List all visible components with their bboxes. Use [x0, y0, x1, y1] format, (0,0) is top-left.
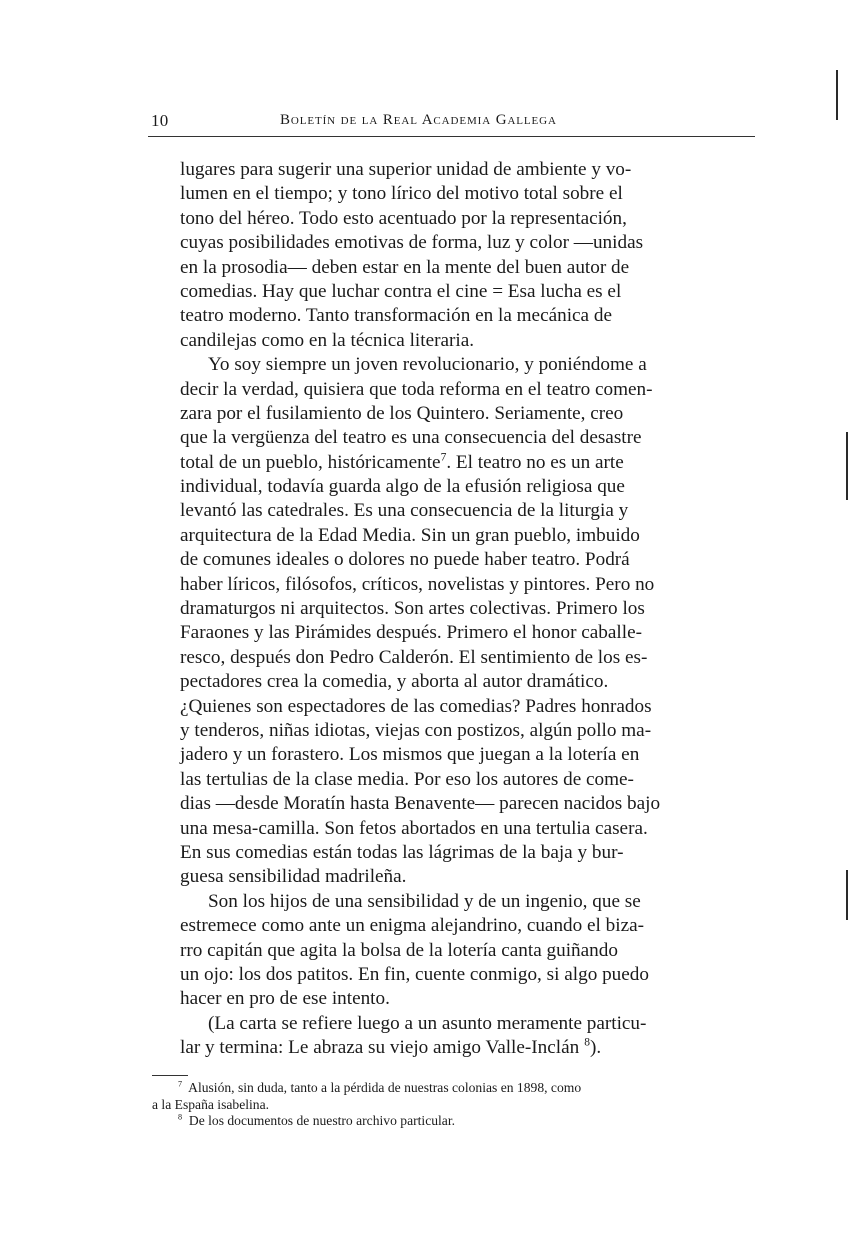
text-line: cuyas posibilidades emotivas de forma, luz y color —unidas: [180, 232, 644, 254]
text-line: (La carta se refiere luego a un asunto meramente particu-: [208, 1012, 647, 1034]
body-text: [180, 158, 756, 1060]
page-header: [148, 104, 755, 137]
text-line: pectadores crea la comedia, y aborta al autor dramático.: [180, 671, 609, 693]
text-line: guesa sensibilidad madrileña.: [180, 866, 407, 888]
footnote-8: [152, 1113, 756, 1130]
text-line: haber líricos, filósofos, críticos, novelistas y pintores. Pero no: [180, 573, 655, 595]
footnotes: [152, 1080, 756, 1130]
text-line: levantó las catedrales. Es una consecuencia de la liturgia y: [180, 500, 629, 522]
text-line: estremece como ante un enigma alejandrino, cuando el biza-: [180, 915, 645, 937]
footnote-text: De los documentos de nuestro archivo particular.: [188, 1113, 456, 1128]
scan-edge-mark-top: [836, 70, 838, 120]
page-number: 10: [151, 111, 169, 130]
text-line: candilejas como en la técnica literaria.: [180, 329, 475, 351]
text-line: individual, todavía guarda algo de la efusión religiosa que: [180, 476, 625, 498]
footnote-divider: [152, 1075, 188, 1076]
text-line: rro capitán que agita la bolsa de la lotería canta guiñando: [180, 939, 618, 961]
scan-edge-mark-lower: [846, 870, 848, 920]
text-line: que la vergüenza del teatro es una consecuencia del desastre: [180, 427, 642, 449]
text-line: [180, 1036, 756, 1060]
text-line: dramaturgos ni arquitectos. Son artes colectivas. Primero los: [180, 598, 645, 620]
text-line: dias —desde Moratín hasta Benavente— parecen nacidos bajo: [180, 793, 661, 815]
text-segment: . El teatro no es un arte: [446, 451, 624, 473]
text-line: un ojo: los dos patitos. En fin, cuente conmigo, si algo puedo: [180, 963, 649, 985]
text-line: zara por el fusilamiento de los Quintero. Seriamente, creo: [180, 402, 624, 424]
text-line: una mesa-camilla. Son fetos abortados en una tertulia casera.: [180, 817, 648, 839]
text-line: [180, 451, 756, 475]
footnote-7-continuation: [152, 1097, 756, 1114]
text-line: lumen en el tiempo; y tono lírico del motivo total sobre el: [180, 183, 623, 205]
footnote-number-8: 8: [178, 1112, 183, 1122]
text-line: comedias. Hay que luchar contra el cine = Esa lucha es el: [180, 280, 622, 302]
text-line: lugares para sugerir una superior unidad de ambiente y vo-: [180, 159, 632, 180]
text-line: Son los hijos de una sensibilidad y de un ingenio, que se: [208, 890, 641, 912]
text-line: jadero y un forastero. Los mismos que juegan a la lotería en: [180, 744, 640, 766]
footnote-7: [152, 1080, 756, 1097]
text-line: En sus comedias están todas las lágrimas de la baja y bur-: [180, 841, 624, 863]
text-segment: total de un pueblo, históricamente: [180, 451, 441, 473]
text-line: resco, después don Pedro Calderón. El sentimiento de los es-: [180, 646, 648, 668]
footnote-text: a la España isabelina.: [152, 1096, 270, 1112]
text-segment: lar y termina: Le abraza su viejo amigo Valle-Inclán: [180, 1037, 580, 1059]
text-line: y tenderos, niñas idiotas, viejas con postizos, algún pollo ma-: [180, 719, 652, 741]
footnote-text: Alusión, sin duda, tanto a la pérdida de nuestras colonias en 1898, como: [188, 1080, 582, 1095]
text-line: en la prosodia— deben estar en la mente del buen autor de: [180, 256, 630, 278]
text-segment: ).: [589, 1037, 602, 1059]
text-line: hacer en pro de ese intento.: [180, 988, 390, 1010]
text-line: Faraones y las Pirámides después. Primero el honor caballe-: [180, 622, 642, 644]
text-line: las tertulias de la clase media. Por eso los autores de come-: [180, 768, 634, 790]
text-line: arquitectura de la Edad Media. Sin un gran pueblo, imbuido: [180, 524, 640, 546]
text-line: decir la verdad, quisiera que toda reforma en el teatro comen-: [180, 378, 653, 400]
footnote-mark-8: 8: [584, 1036, 590, 1049]
scan-edge-mark-middle: [846, 432, 848, 500]
running-head: Boletín de la Real Academia Gallega: [280, 112, 557, 128]
text-line: teatro moderno. Tanto transformación en la mecánica de: [180, 305, 612, 327]
text-line: tono del héreo. Todo esto acentuado por la representación,: [180, 207, 627, 229]
text-line: ¿Quienes son espectadores de las comedias? Padres honrados: [180, 695, 652, 717]
footnote-mark-7: 7: [440, 451, 447, 464]
text-line: Yo soy siempre un joven revolucionario, y poniéndome a: [208, 354, 647, 376]
text-line: de comunes ideales o dolores no puede haber teatro. Podrá: [180, 549, 630, 571]
footnote-number-7: 7: [178, 1079, 183, 1089]
